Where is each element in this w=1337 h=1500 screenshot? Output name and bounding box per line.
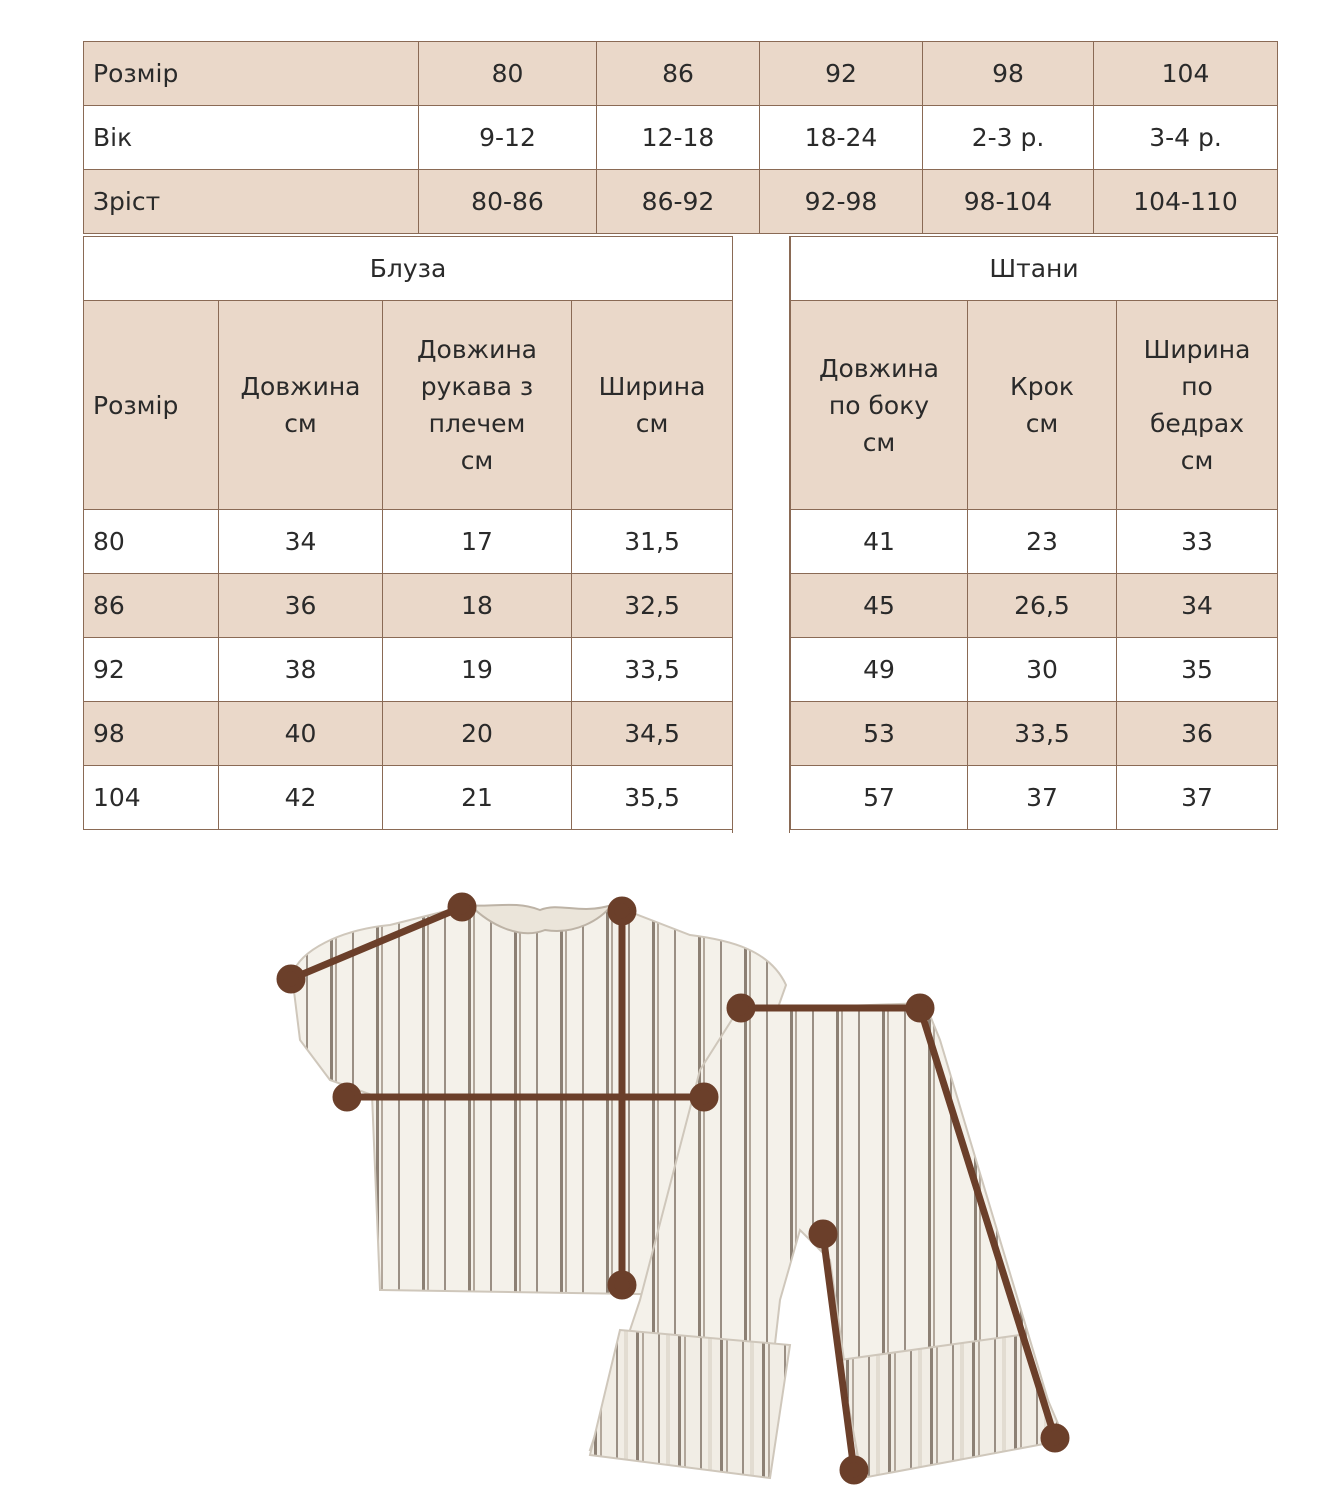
pants-hip-width-cell: 33 [1117,510,1278,574]
blouse-size-cell: 98 [84,702,219,766]
blouse-length-cell: 42 [219,766,383,830]
blouse-sleeve-header: Довжина рукава з плечем см [383,301,572,510]
marker-dot [1044,1427,1066,1449]
blouse-sleeve-cell: 17 [383,510,572,574]
age-row-label: Вік [84,106,419,170]
blouse-sleeve-cell: 21 [383,766,572,830]
blouse-width-header: Ширина см [572,301,733,510]
age-cell: 2-3 р. [923,106,1094,170]
blouse-length-cell: 36 [219,574,383,638]
marker-dot [730,997,752,1019]
height-cell: 80-86 [419,170,597,234]
size-table [83,41,1278,234]
size-cell: 92 [760,42,923,106]
pants-side-length-cell: 45 [791,574,968,638]
pants-hip-width-cell: 35 [1117,638,1278,702]
age-cell: 3-4 р. [1094,106,1278,170]
marker-dot [611,1274,633,1296]
blouse-sleeve-cell: 20 [383,702,572,766]
blouse-size-cell: 104 [84,766,219,830]
blouse-length-cell: 40 [219,702,383,766]
marker-dot [693,1086,715,1108]
blouse-size-cell: 80 [84,510,219,574]
height-cell: 92-98 [760,170,923,234]
pants-inseam-cell: 37 [968,766,1117,830]
pants-side-length-header: Довжина по боку см [791,301,968,510]
size-row [84,42,1278,106]
table-row [84,510,733,574]
blouse-size-cell: 86 [84,574,219,638]
pants-inseam-header: Крок см [968,301,1117,510]
height-row-label: Зріст [84,170,419,234]
pants-hip-width-cell: 34 [1117,574,1278,638]
size-cell: 98 [923,42,1094,106]
blouse-size-cell: 92 [84,638,219,702]
size-cell: 80 [419,42,597,106]
marker-dot [336,1086,358,1108]
height-cell: 86-92 [597,170,760,234]
size-cell: 104 [1094,42,1278,106]
pants-header-row [791,301,1278,510]
table-row [791,510,1278,574]
marker-dot [843,1459,865,1481]
garment-illustration [0,870,1337,1500]
marker-dot [812,1223,834,1245]
marker-dot [451,896,473,918]
blouse-sleeve-cell: 19 [383,638,572,702]
blouse-width-cell: 31,5 [572,510,733,574]
pants-table [790,236,1278,830]
blouse-length-cell: 34 [219,510,383,574]
table-gap [732,236,790,833]
pants-side-length-cell: 57 [791,766,968,830]
height-row [84,170,1278,234]
marker-dot [280,968,302,990]
pants-side-length-cell: 49 [791,638,968,702]
pants-side-length-cell: 41 [791,510,968,574]
pants-hip-width-cell: 37 [1117,766,1278,830]
table-row [791,638,1278,702]
pants-title: Штани [791,237,1278,301]
blouse-size-header: Розмір [84,301,219,510]
table-row [84,574,733,638]
table-row [791,766,1278,830]
blouse-width-cell: 32,5 [572,574,733,638]
age-cell: 9-12 [419,106,597,170]
size-row-label: Розмір [84,42,419,106]
pants-inseam-cell: 30 [968,638,1117,702]
blouse-header-row [84,301,733,510]
marker-dot [611,900,633,922]
blouse-sleeve-cell: 18 [383,574,572,638]
pants-inseam-cell: 23 [968,510,1117,574]
table-row [791,702,1278,766]
pants-inseam-cell: 26,5 [968,574,1117,638]
blouse-width-cell: 35,5 [572,766,733,830]
table-row [84,638,733,702]
height-cell: 98-104 [923,170,1094,234]
blouse-width-cell: 33,5 [572,638,733,702]
blouse-width-cell: 34,5 [572,702,733,766]
height-cell: 104-110 [1094,170,1278,234]
blouse-title: Блуза [84,237,733,301]
pants-side-length-cell: 53 [791,702,968,766]
age-row [84,106,1278,170]
pants-hip-width-cell: 36 [1117,702,1278,766]
blouse-length-cell: 38 [219,638,383,702]
table-row [84,766,733,830]
table-row [791,574,1278,638]
age-cell: 18-24 [760,106,923,170]
blouse-table [83,236,733,830]
size-cell: 86 [597,42,760,106]
marker-dot [909,997,931,1019]
pants-inseam-cell: 33,5 [968,702,1117,766]
blouse-length-header: Довжина см [219,301,383,510]
age-cell: 12-18 [597,106,760,170]
pants-hip-width-header: Ширина по бедрах см [1117,301,1278,510]
table-row [84,702,733,766]
